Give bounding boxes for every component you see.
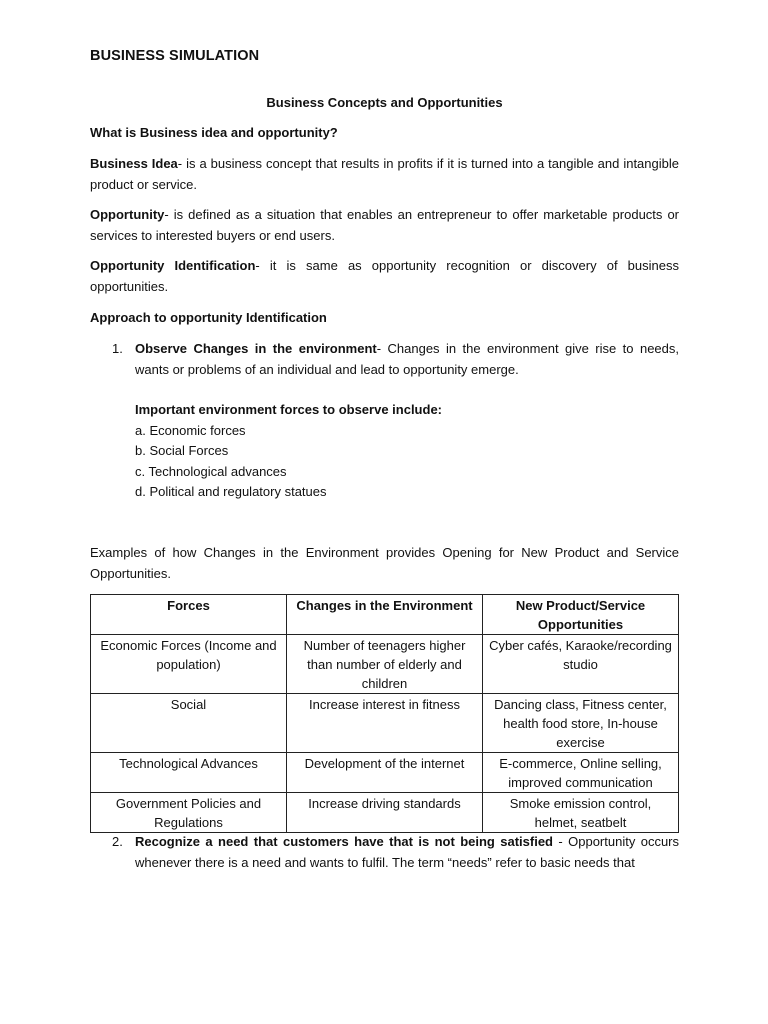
list-bold: Recognize a need that customers have that is not being satisfied (135, 834, 554, 849)
forces-item: a. Economic forces (135, 422, 246, 438)
table-cell: Cyber cafés, Karaoke/recording studio (483, 635, 679, 694)
table-header: New Product/Service Opportunities (483, 595, 679, 635)
table-cell: Increase interest in fitness (287, 694, 483, 753)
list-bold: Observe Changes in the environment (135, 341, 377, 356)
definition-text: - is a business concept that results in profits if it is turned into a tangible and intangible product or service. (90, 156, 679, 192)
document-title: BUSINESS SIMULATION (90, 48, 260, 64)
forces-item: d. Political and regulatory statues (135, 484, 327, 499)
table-cell: Increase driving standards (287, 793, 483, 833)
list-text: - Opportunity occurs whenever there is a need and wants to fulfil. The term “needs” refer to basic needs that (135, 834, 680, 870)
list-text: - Changes in the environment give rise to needs, wants or problems of an individual and lead to opportunity emerge. (135, 341, 679, 377)
table-cell: Government Policies and Regulations (91, 793, 287, 833)
list-number: 2. (112, 834, 123, 849)
list-number: 1. (112, 341, 123, 356)
table-cell: Smoke emission control, helmet, seatbelt (483, 793, 679, 833)
table-header: Forces (91, 595, 287, 635)
table-row (91, 793, 679, 833)
list-body (135, 832, 679, 873)
definition-opportunity (90, 205, 679, 246)
definition-opportunity-identification (90, 256, 679, 297)
definition-business-idea (90, 154, 679, 195)
definition-text: - it is same as opportunity recognition or discovery of business opportunities. (90, 258, 679, 294)
forces-list (135, 400, 442, 503)
table-cell: Technological Advances (91, 753, 287, 793)
table-row (91, 635, 679, 694)
table-cell: Development of the internet (287, 753, 483, 793)
forces-item: c. Technological advances (135, 463, 287, 479)
table-row (91, 753, 679, 793)
forces-item: b. Social Forces (135, 443, 229, 458)
definition-term: Opportunity Identification (90, 258, 256, 273)
section-subtitle: Business Concepts and Opportunities (266, 95, 503, 110)
list-body (135, 339, 679, 380)
table-cell: E-commerce, Online selling, improved communication (483, 753, 679, 793)
table-cell: Dancing class, Fitness center, health food store, In-house exercise (483, 694, 679, 753)
definition-text: - is defined as a situation that enables an entrepreneur to offer marketable products or services to interested buyers or end users. (90, 207, 679, 243)
approach-heading: Approach to opportunity Identification (90, 310, 327, 325)
definition-term: Business Idea (90, 156, 178, 171)
table-header: Changes in the Environment (287, 595, 483, 635)
definition-term: Opportunity (90, 207, 165, 222)
table-row (91, 694, 679, 753)
table-header-row (91, 595, 679, 635)
table-cell: Number of teenagers higher than number of elderly and children (287, 635, 483, 694)
question-heading: What is Business idea and opportunity? (90, 125, 338, 140)
forces-heading: Important environment forces to observe include: (135, 402, 442, 417)
table-cell: Social (91, 694, 287, 753)
table-cell: Economic Forces (Income and population) (91, 635, 287, 694)
examples-paragraph: Examples of how Changes in the Environment provides Opening for New Product and Service Opportunities. (90, 545, 679, 581)
forces-table (90, 594, 679, 833)
